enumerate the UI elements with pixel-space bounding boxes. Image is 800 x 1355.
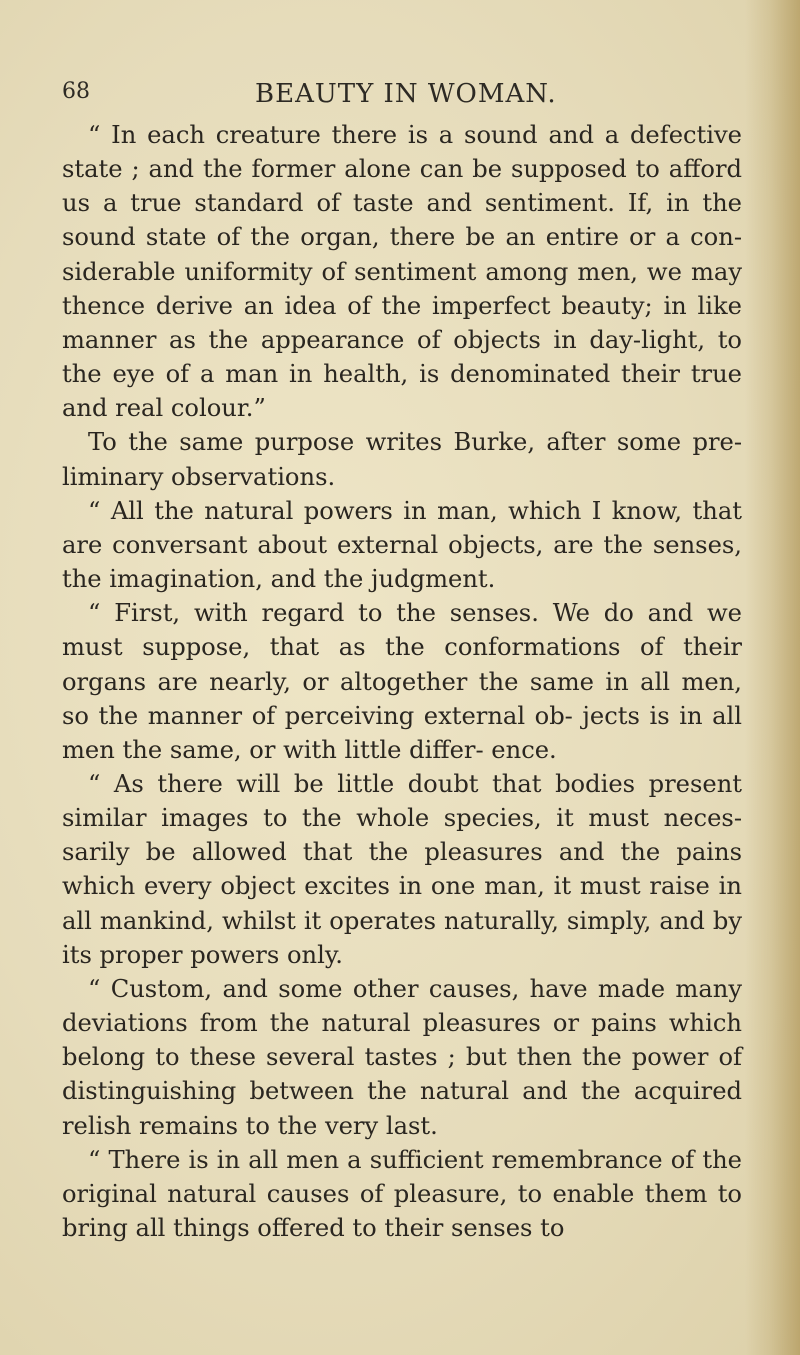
page-header — [0, 75, 800, 115]
paragraph: “ There is in all men a sufficient remembrance of the original natural causes of pleasure, to enable them to bring all things offered to their senses to — [62, 1145, 742, 1242]
paragraph: To the same purpose writes Burke, after some pre- liminary observations. — [62, 428, 742, 491]
body-text — [62, 118, 742, 1245]
paragraph: “ In each creature there is a sound and a defective state ; and the former alone can be supposed to afford us a true standard of taste and sentiment. If, in the sound state of the organ, there be an entire or a con- siderable uniformity of sentiment among men, we may thence derive an idea of the imperfect beauty; in like manner as the appearance of objects in day-light, to the eye of a man in health, is denominated their true and real colour.” — [62, 121, 742, 423]
running-title: BEAUTY IN WOMAN. — [255, 79, 557, 109]
paragraph: “ As there will be little doubt that bodies present similar images to the whole species, it must neces- sarily be allowed that the pleasures and the pains which every object excites in one man, it must raise in all mankind, whilst it operates naturally, simply, and by its proper powers only. — [62, 769, 742, 969]
page-number: 68 — [62, 79, 90, 104]
paragraph: “ All the natural powers in man, which I know, that are conversant about external objects, are the senses, the imagination, and the judgment. — [62, 496, 742, 594]
paragraph: “ Custom, and some other causes, have made many deviations from the natural pleasures or pains which belong to these several tastes ; but then the power of distinguishing between the natural and the acquired relish remains to the very last. — [62, 974, 742, 1140]
paragraph: “ First, with regard to the senses. We do and we must suppose, that as the conformations of their organs are nearly, or altogether the same in all men, so the manner of perceiving external ob- jects is in all men the same, or with little differ- ence. — [62, 599, 742, 764]
